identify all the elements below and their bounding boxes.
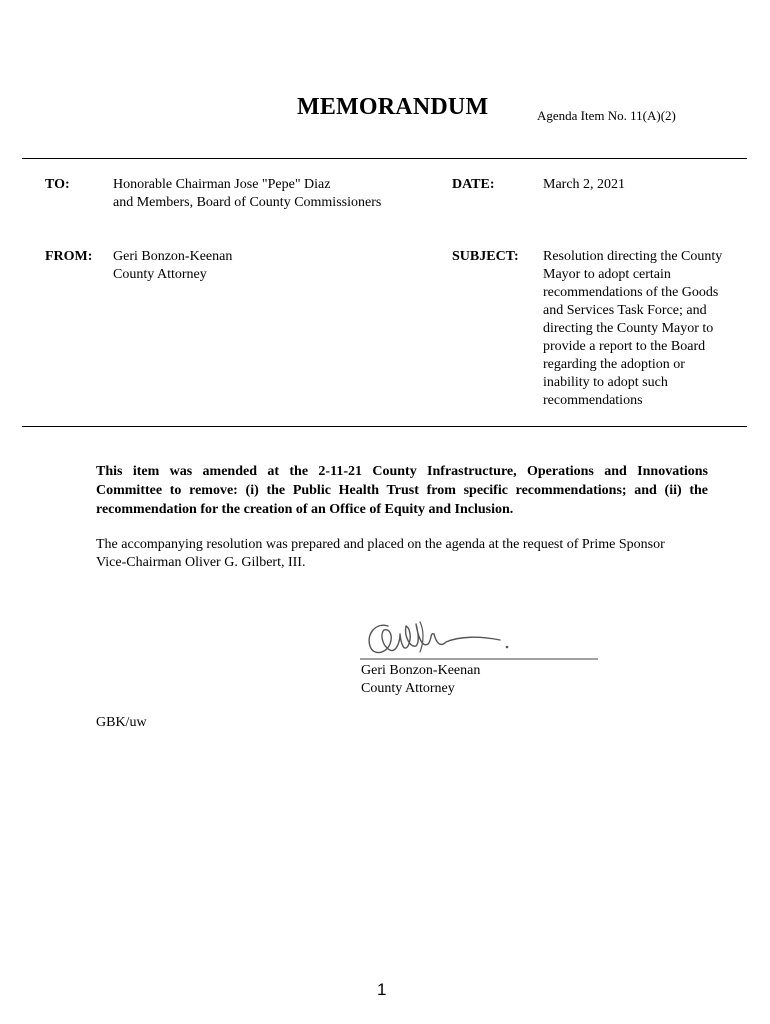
subject-line: recommendations of the Goods bbox=[543, 285, 719, 300]
subject-label: SUBJECT: bbox=[452, 249, 519, 264]
subject-text bbox=[543, 248, 722, 410]
body-line: The accompanying resolution was prepared and placed on the agenda at the request of Prime Sponsor bbox=[96, 537, 665, 552]
notice-line: recommendation for the creation of an Office of Equity and Inclusion. bbox=[96, 502, 514, 517]
body-line: Vice-Chairman Oliver G. Gilbert, III. bbox=[96, 555, 306, 570]
amendment-notice bbox=[96, 462, 708, 519]
to-recipients bbox=[113, 176, 381, 212]
subject-line: and Services Task Force; and bbox=[543, 303, 707, 318]
from-line: Geri Bonzon-Keenan bbox=[113, 249, 233, 264]
typist-initials: GBK/uw bbox=[96, 715, 147, 730]
agenda-item-number: Agenda Item No. 11(A)(2) bbox=[537, 108, 676, 123]
to-line: Honorable Chairman Jose "Pepe" Diaz bbox=[113, 177, 331, 192]
signature-block bbox=[361, 662, 480, 698]
signer-name: Geri Bonzon-Keenan bbox=[361, 663, 481, 678]
signer-title: County Attorney bbox=[361, 681, 455, 696]
top-divider bbox=[22, 158, 747, 159]
date-label: DATE: bbox=[452, 177, 495, 192]
to-line: and Members, Board of County Commissioners bbox=[113, 195, 382, 210]
to-label: TO: bbox=[45, 177, 70, 192]
bottom-divider bbox=[22, 426, 747, 427]
from-sender bbox=[113, 248, 232, 284]
subject-line: Resolution directing the County bbox=[543, 249, 723, 264]
subject-line: directing the County Mayor to bbox=[543, 321, 714, 336]
memo-title: MEMORANDUM bbox=[297, 94, 489, 120]
from-label: FROM: bbox=[45, 249, 93, 264]
handwritten-signature bbox=[360, 612, 605, 664]
notice-line: Committee to remove: (i) the Public Health Trust from specific recommendations; and (ii) the bbox=[96, 483, 708, 498]
notice-line: This item was amended at the 2-11-21 County Infrastructure, Operations and Innovations bbox=[96, 464, 708, 479]
page-number: 1 bbox=[377, 980, 387, 999]
subject-line: Mayor to adopt certain bbox=[543, 267, 671, 282]
subject-line: recommendations bbox=[543, 393, 643, 408]
date-value: March 2, 2021 bbox=[543, 177, 626, 192]
from-line: County Attorney bbox=[113, 267, 207, 282]
subject-line: regarding the adoption or bbox=[543, 357, 685, 372]
subject-line: provide a report to the Board bbox=[543, 339, 706, 354]
body-paragraph bbox=[96, 536, 716, 572]
subject-line: inability to adopt such bbox=[543, 375, 668, 390]
